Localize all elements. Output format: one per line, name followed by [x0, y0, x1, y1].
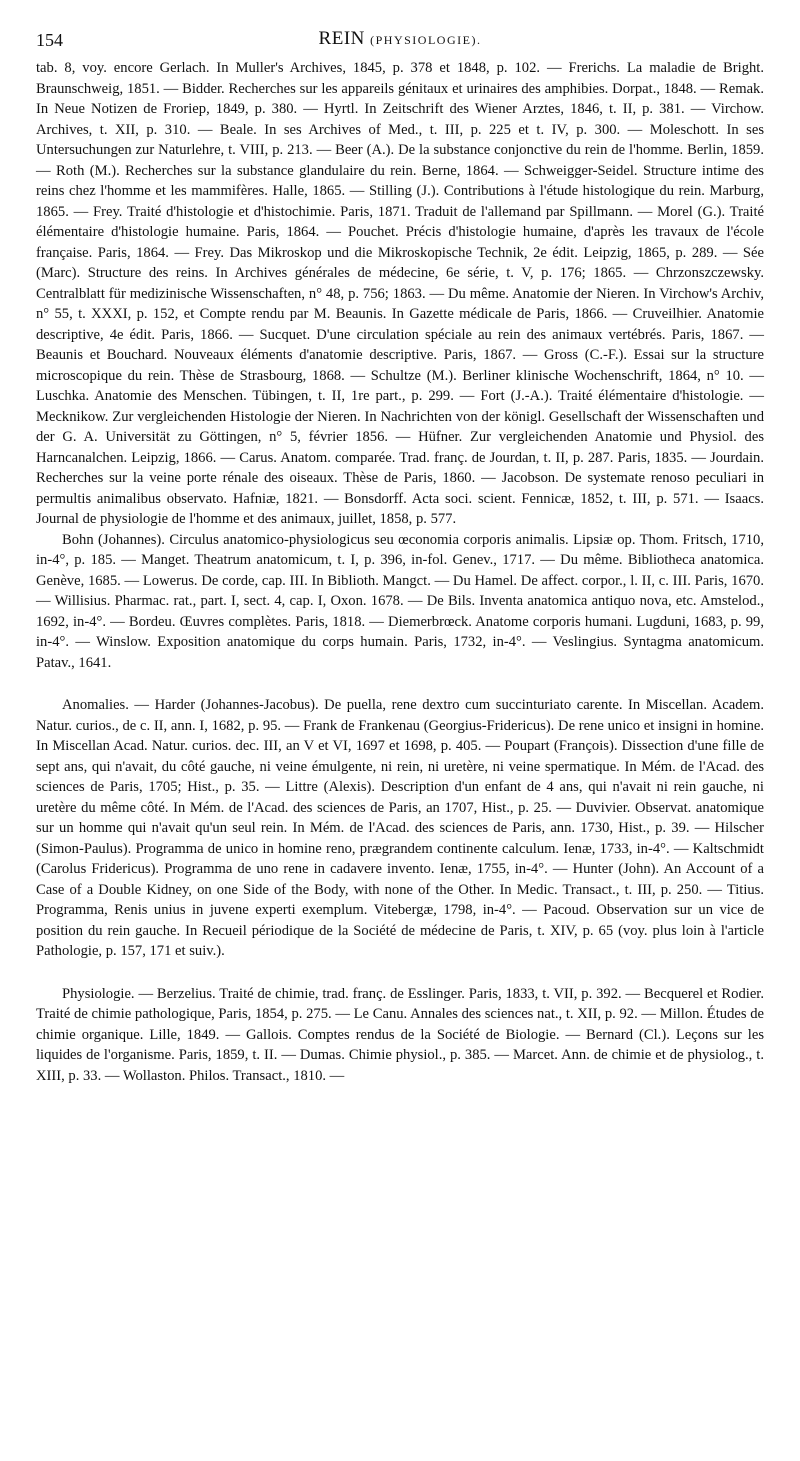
page-header [36, 26, 764, 58]
bibliography-paragraph-bohn: Bohn (Johannes). Circulus anatomico-physiologicus seu œconomia corporis animalis. Lipsiæ op. Thom. Fritsch, 1710, in-4°, p. 185. — Manget. Theatrum anatomicum, t. I, p. 396, in-fol. Genev., 1717. — Du même. Bibliotheca anatomica. Genève, 1685. — Lowerus. De corde, cap. III. In Biblioth. Mangct. — Du Hamel. De affect. corpor., l. II, c. III. Paris, 1670. — Willisius. Pharmac. rat., part. I, sect. 4, cap. I, Oxon. 1678. — De Bils. Inventa anatomica antiquo nova, etc. Amstelod., 1692, in-4°. — Bordeu. Œuvres complètes. Paris, 1818. — Diemerbrœck. Anatome corporis humani. Lugduni, 1683, p. 99, in-4°. — Winslow. Exposition anatomique du corps humain. Paris, 1732, in-4°. — Veslingius. Syntagma anatomicum. Patav., 1641. [36, 531, 764, 671]
document-page [36, 26, 764, 1086]
section-anomalies [36, 695, 764, 962]
section-physiologie [36, 984, 764, 1087]
running-title-sub: (PHYSIOLOGIE). [370, 33, 482, 47]
bibliography-paragraph: tab. 8, voy. encore Gerlach. In Muller's Archives, 1845, p. 378 et 1848, p. 102. — Frerichs. La maladie de Bright. Braunschweig, 1851. — Bidder. Recherches sur les appareils génitaux et urinaires des amphibies. Dorpat., 1848. — Remak. In Neue Notizen de Froriep, 1849, p. 380. — Hyrtl. In Zeitschrift des Wiener Arztes, 1846, t. II, p. 381. — Virchow. Archives, t. XII, p. 310. — Beale. In ses Archives of Med., t. III, p. 225 et t. IV, p. 300. — Moleschott. In ses Untersuchungen zur Naturlehre, t. VIII, p. 213. — Beer (A.). De la substance conjonctive du rein de l'homme. Berlin, 1859. — Roth (M.). Recherches sur la substance glandulaire du rein. Berne, 1864. — Schweigger-Seidel. Structure intime des reins chez l'homme et les mammifères. Halle, 1865. — Stilling (J.). Contributions à l'étude histologique du rein. Marburg, 1865. — Frey. Traité d'histologie et d'histochimie. Paris, 1871. Traduit de l'allemand par Spillmann. — Morel (G.). Traité élémentaire d'histologie humaine. Paris, 1864. — Pouchet. Précis d'histologie humaine, d'après les travaux de l'école française. Paris, 1864. — Frey. Das Mikroskop und die Mikroskopische Technik, 2e édit. Leipzig, 1865, p. 289. — Sée (Marc). Structure des reins. In Archives générales de médecine, 6e série, t. V, p. 176; 1865. — Chrzonszczewsky. Centralblatt für medizinische Wissenschaften, n° 48, p. 756; 1863. — Du même. Anatomie der Nieren. In Virchow's Archiv, n° 55, t. XXXI, p. 152, et Compte rendu par M. Beaunis. In Gazette médicale de Paris, 1866. — Cruveilhier. Anatomie descriptive, 4e édit. Paris, 1866. — Sucquet. D'une circulation spéciale au rein des animaux vertébrés. Paris, 1867. — Beaunis et Bouchard. Nouveaux éléments d'anatomie descriptive. Paris, 1867. — Gross (C.-F.). Essai sur la structure microscopique du rein. Thèse de Strasbourg, 1868. — Schultze (M.). Berliner klinische Wochenschrift, 1864, n° 10. — Luschka. Anatomie des Menschen. Tübingen, t. II, 1re part., p. 299. — Fort (J.-A.). Traité élémentaire d'histologie. — Mecknikow. Zur vergleichenden Histologie der Nieren. In Nachrichten von der königl. Gesellschaft der Wissenschaften und der G. A. Universität zu Göttingen, n° 5, février 1856. — Hüfner. Zur vergleichenden Anatomie und Physiol. des Harncanalchen. Leipzig, 1866. — Carus. Anatom. comparée. Trad. franç. de Jourdan, t. II, p. 287. Paris, 1835. — Jourdain. Recherches sur la veine porte rénale des oiseaux. Thèse de Paris, 1860. — Jacobson. De systemate renoso peculiari in permultis animalibus observato. Hafniæ, 1821. — Bonsdorff. Acta soci. scient. Fennicæ, 1852, t. III, p. 571. — Isaacs. Journal de physiologie de l'homme et des animaux, juillet, 1858, p. 577. [36, 60, 764, 527]
section-bibliography [36, 58, 764, 673]
running-title [36, 28, 764, 50]
running-title-main: REIN [318, 28, 365, 49]
anomalies-paragraph: Anomalies. — Harder (Johannes-Jacobus). De puella, rene dextro cum succinturiato carente. In Miscellan. Academ. Natur. curios., de c. II, ann. I, 1682, p. 95. — Frank de Frankenau (Georgius-Fridericus). De rene unico et insigni in homine. In Miscellan Acad. Natur. curios. dec. III, an V et VI, 1697 et 1698, p. 405. — Poupart (François). Dissection d'une fille de sept ans, qui n'avait, du côté gauche, ni veine émulgente, ni rein, ni uretère, ni veine spermatique. In Mém. de l'Acad. des sciences de Paris, 1705; Hist., p. 35. — Littre (Alexis). Description d'un enfant de 4 ans, qui n'avait ni rein gauche, ni uretère du même côté. In Mém. de l'Acad. des sciences de Paris, an 1707, Hist., p. 25. — Duvivier. Observat. anatomique sur un homme qui n'avait qu'un seul rein. In Mém. de l'Acad. des sciences de Paris, ann. 1730, Hist., p. 39. — Hilscher (Simon-Paulus). Programma de unico in homine reno, prægrandem continente calculum. Ienæ, 1733, in-4°. — Kaltschmidt (Carolus Fridericus). Programma de uno rene in cadavere invento. Ienæ, 1755, in-4°. — Hunter (John). An Account of a Case of a Double Kidney, on one Side of the Body, with none of the Other. In Medic. Transact., t. III, p. 250. — Titius. Programma, Renis unius in juvene experti exemplum. Vitebergæ, 1798, in-4°. — Pacoud. Observation sur un vice de position du rein gauche. In Recueil périodique de la Société de médecine de Paris, t. XIV, p. 65 (voy. plus loin à l'article Pathologie, p. 157, 171 et suiv.). [36, 697, 764, 959]
page-number: 154 [36, 30, 63, 50]
physiologie-paragraph: Physiologie. — Berzelius. Traité de chimie, trad. franç. de Esslinger. Paris, 1833, t. VII, p. 392. — Becquerel et Rodier. Traité de chimie pathologique, Paris, 1854, p. 275. — Le Canu. Annales des sciences nat., t. XII, p. 92. — Millon. Études de chimie organique. Lille, 1849. — Gallois. Comptes rendus de la Société de Biologie. — Bernard (Cl.). Leçons sur les liquides de l'organisme. Paris, 1859, t. II. — Dumas. Chimie physiol., p. 385. — Marcet. Ann. de chimie et de physiolog., t. XIII, p. 33. — Wollaston. Philos. Transact., 1810. — [36, 985, 764, 1084]
